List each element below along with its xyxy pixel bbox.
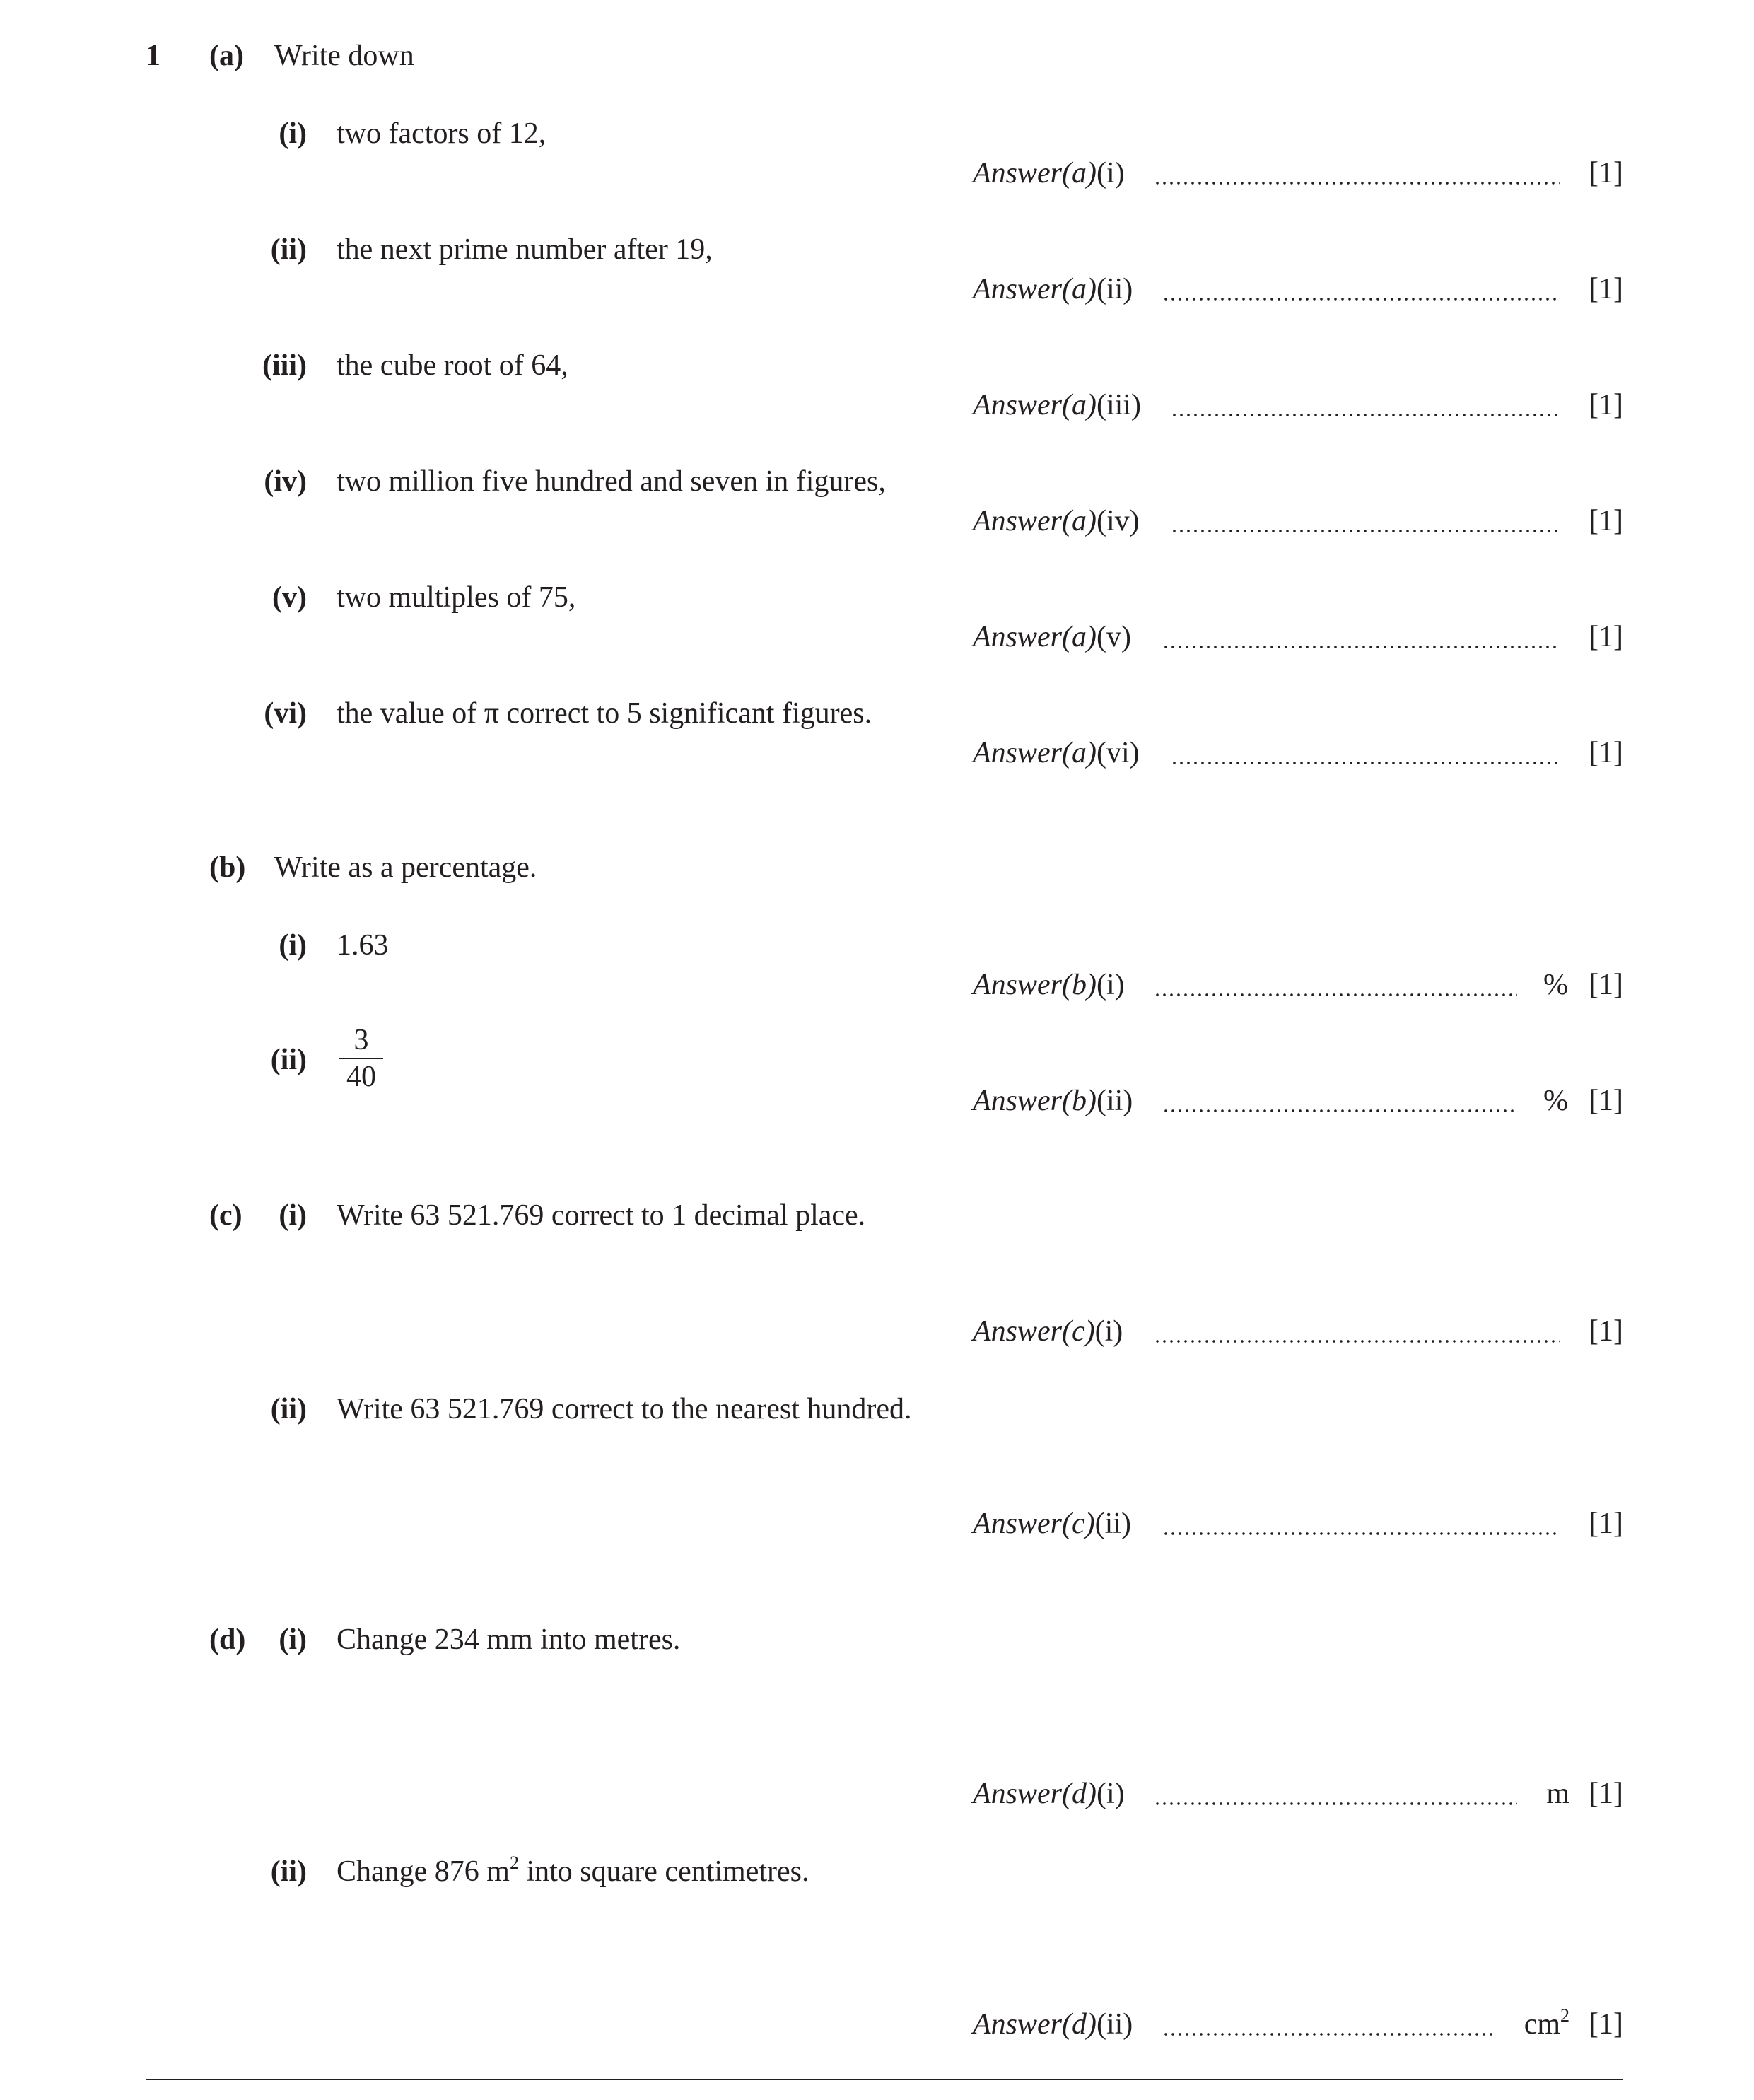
answer-a-i-mark: [1] bbox=[1589, 157, 1623, 189]
part-b-label: (b) bbox=[209, 851, 246, 884]
d-ii-text-superscript: 2 bbox=[509, 1853, 519, 1873]
answer-b-ii-part: (ii) bbox=[1096, 1085, 1133, 1117]
b-i-text: 1.63 bbox=[337, 929, 389, 962]
answer-c-ii-main: Answer(c) bbox=[973, 1507, 1095, 1540]
answer-b-ii-mark: [1] bbox=[1589, 1085, 1623, 1117]
b-ii-label: (ii) bbox=[270, 1044, 307, 1076]
a-v-text: two multiples of 75, bbox=[337, 581, 576, 614]
answer-d-ii-part: (ii) bbox=[1096, 2008, 1133, 2041]
answer-c-ii bbox=[973, 1509, 1623, 1544]
answer-a-iii-mark: [1] bbox=[1589, 389, 1623, 421]
answer-b-i-main: Answer(b) bbox=[973, 969, 1097, 1001]
answer-d-ii-line[interactable] bbox=[1162, 2032, 1496, 2036]
answer-a-vi-part: (vi) bbox=[1096, 737, 1140, 769]
answer-d-ii bbox=[973, 2005, 1623, 2045]
answer-d-i bbox=[973, 1779, 1623, 1814]
a-iv-text: two million five hundred and seven in figures, bbox=[337, 465, 886, 498]
answer-d-i-unit: m bbox=[1546, 1778, 1569, 1810]
answer-b-i bbox=[973, 970, 1623, 1005]
b-i-label: (i) bbox=[279, 929, 307, 962]
answer-a-vi bbox=[973, 738, 1623, 774]
a-iii-text: the cube root of 64, bbox=[337, 349, 568, 382]
answer-a-ii-main: Answer(a) bbox=[973, 273, 1097, 305]
answer-b-ii-main: Answer(b) bbox=[973, 1085, 1097, 1117]
answer-a-iv-part: (iv) bbox=[1096, 505, 1140, 537]
a-ii-label: (ii) bbox=[270, 233, 307, 266]
part-d-label: (d) bbox=[209, 1623, 246, 1656]
answer-a-iv-main: Answer(a) bbox=[973, 505, 1097, 537]
d-ii-text bbox=[337, 1853, 809, 1888]
answer-a-ii bbox=[973, 274, 1623, 310]
answer-c-ii-line[interactable] bbox=[1162, 1532, 1560, 1536]
answer-a-v bbox=[973, 622, 1623, 658]
answer-d-i-part: (i) bbox=[1096, 1778, 1125, 1810]
answer-a-iii bbox=[973, 390, 1623, 426]
answer-a-i-main: Answer(a) bbox=[973, 157, 1097, 189]
answer-c-i-mark: [1] bbox=[1589, 1315, 1623, 1348]
d-ii-text-after: into square centimetres. bbox=[518, 1855, 809, 1888]
answer-c-i-part: (i) bbox=[1094, 1315, 1123, 1348]
answer-a-ii-mark: [1] bbox=[1589, 273, 1623, 305]
a-i-label: (i) bbox=[279, 117, 307, 150]
answer-c-ii-mark: [1] bbox=[1589, 1507, 1623, 1540]
bottom-rule bbox=[146, 2079, 1623, 2080]
answer-c-i-line[interactable] bbox=[1154, 1339, 1560, 1343]
answer-b-ii-unit: % bbox=[1543, 1085, 1568, 1117]
answer-a-v-part: (v) bbox=[1096, 621, 1131, 653]
answer-d-i-main: Answer(d) bbox=[973, 1778, 1097, 1810]
answer-c-i bbox=[973, 1317, 1623, 1352]
answer-a-iii-line[interactable] bbox=[1171, 413, 1560, 417]
answer-d-ii-mark: [1] bbox=[1589, 2008, 1623, 2041]
a-vi-text: the value of π correct to 5 significant figures. bbox=[337, 697, 872, 730]
c-i-label: (i) bbox=[279, 1199, 307, 1232]
answer-c-i-main: Answer(c) bbox=[973, 1315, 1095, 1348]
answer-c-ii-part: (ii) bbox=[1094, 1507, 1131, 1540]
a-ii-text: the next prime number after 19, bbox=[337, 233, 713, 266]
part-c-label: (c) bbox=[209, 1199, 242, 1232]
a-vi-label: (vi) bbox=[264, 697, 307, 730]
b-ii-denominator: 40 bbox=[346, 1061, 376, 1093]
answer-a-i bbox=[973, 158, 1623, 194]
part-b-prompt: Write as a percentage. bbox=[274, 851, 537, 884]
answer-d-i-mark: [1] bbox=[1589, 1778, 1623, 1810]
answer-a-v-line[interactable] bbox=[1162, 645, 1560, 649]
answer-b-i-unit: % bbox=[1543, 969, 1568, 1001]
b-ii-fraction bbox=[339, 1025, 383, 1092]
answer-b-i-line[interactable] bbox=[1154, 993, 1517, 997]
b-ii-numerator: 3 bbox=[339, 1025, 383, 1059]
answer-b-i-part: (i) bbox=[1096, 969, 1125, 1001]
part-a-label: (a) bbox=[209, 40, 244, 72]
answer-a-iv-mark: [1] bbox=[1589, 505, 1623, 537]
answer-a-vi-mark: [1] bbox=[1589, 737, 1623, 769]
answer-a-v-mark: [1] bbox=[1589, 621, 1623, 653]
a-iv-label: (iv) bbox=[264, 465, 307, 498]
answer-d-ii-unit bbox=[1524, 2005, 1569, 2041]
answer-d-ii-unit-base: cm bbox=[1524, 2008, 1560, 2041]
answer-d-ii-unit-superscript: 2 bbox=[1560, 2005, 1569, 2026]
question-number: 1 bbox=[146, 40, 160, 72]
answer-a-i-line[interactable] bbox=[1154, 181, 1560, 185]
d-ii-label: (ii) bbox=[270, 1855, 307, 1888]
answer-b-i-mark: [1] bbox=[1589, 969, 1623, 1001]
answer-d-ii-main: Answer(d) bbox=[973, 2008, 1097, 2041]
a-v-label: (v) bbox=[272, 581, 307, 614]
d-i-label: (i) bbox=[279, 1623, 307, 1656]
d-i-text: Change 234 mm into metres. bbox=[337, 1623, 681, 1656]
c-i-text: Write 63 521.769 correct to 1 decimal place. bbox=[337, 1199, 866, 1232]
a-i-text: two factors of 12, bbox=[337, 117, 546, 150]
answer-a-v-main: Answer(a) bbox=[973, 621, 1097, 653]
answer-a-vi-line[interactable] bbox=[1171, 761, 1560, 765]
answer-a-iv-line[interactable] bbox=[1171, 529, 1560, 533]
answer-a-iv bbox=[973, 506, 1623, 542]
d-ii-text-before: Change 876 m bbox=[337, 1855, 510, 1888]
answer-a-iii-part: (iii) bbox=[1096, 389, 1141, 421]
answer-a-iii-main: Answer(a) bbox=[973, 389, 1097, 421]
answer-d-i-line[interactable] bbox=[1154, 1802, 1517, 1806]
c-ii-text: Write 63 521.769 correct to the nearest hundred. bbox=[337, 1393, 912, 1425]
part-a-prompt: Write down bbox=[274, 40, 414, 72]
answer-a-ii-part: (ii) bbox=[1096, 273, 1133, 305]
answer-b-ii-line[interactable] bbox=[1162, 1109, 1517, 1113]
a-iii-label: (iii) bbox=[262, 349, 307, 382]
c-ii-label: (ii) bbox=[270, 1393, 307, 1425]
answer-a-i-part: (i) bbox=[1096, 157, 1125, 189]
answer-a-vi-main: Answer(a) bbox=[973, 737, 1097, 769]
answer-a-ii-line[interactable] bbox=[1162, 297, 1560, 301]
answer-b-ii bbox=[973, 1086, 1623, 1121]
